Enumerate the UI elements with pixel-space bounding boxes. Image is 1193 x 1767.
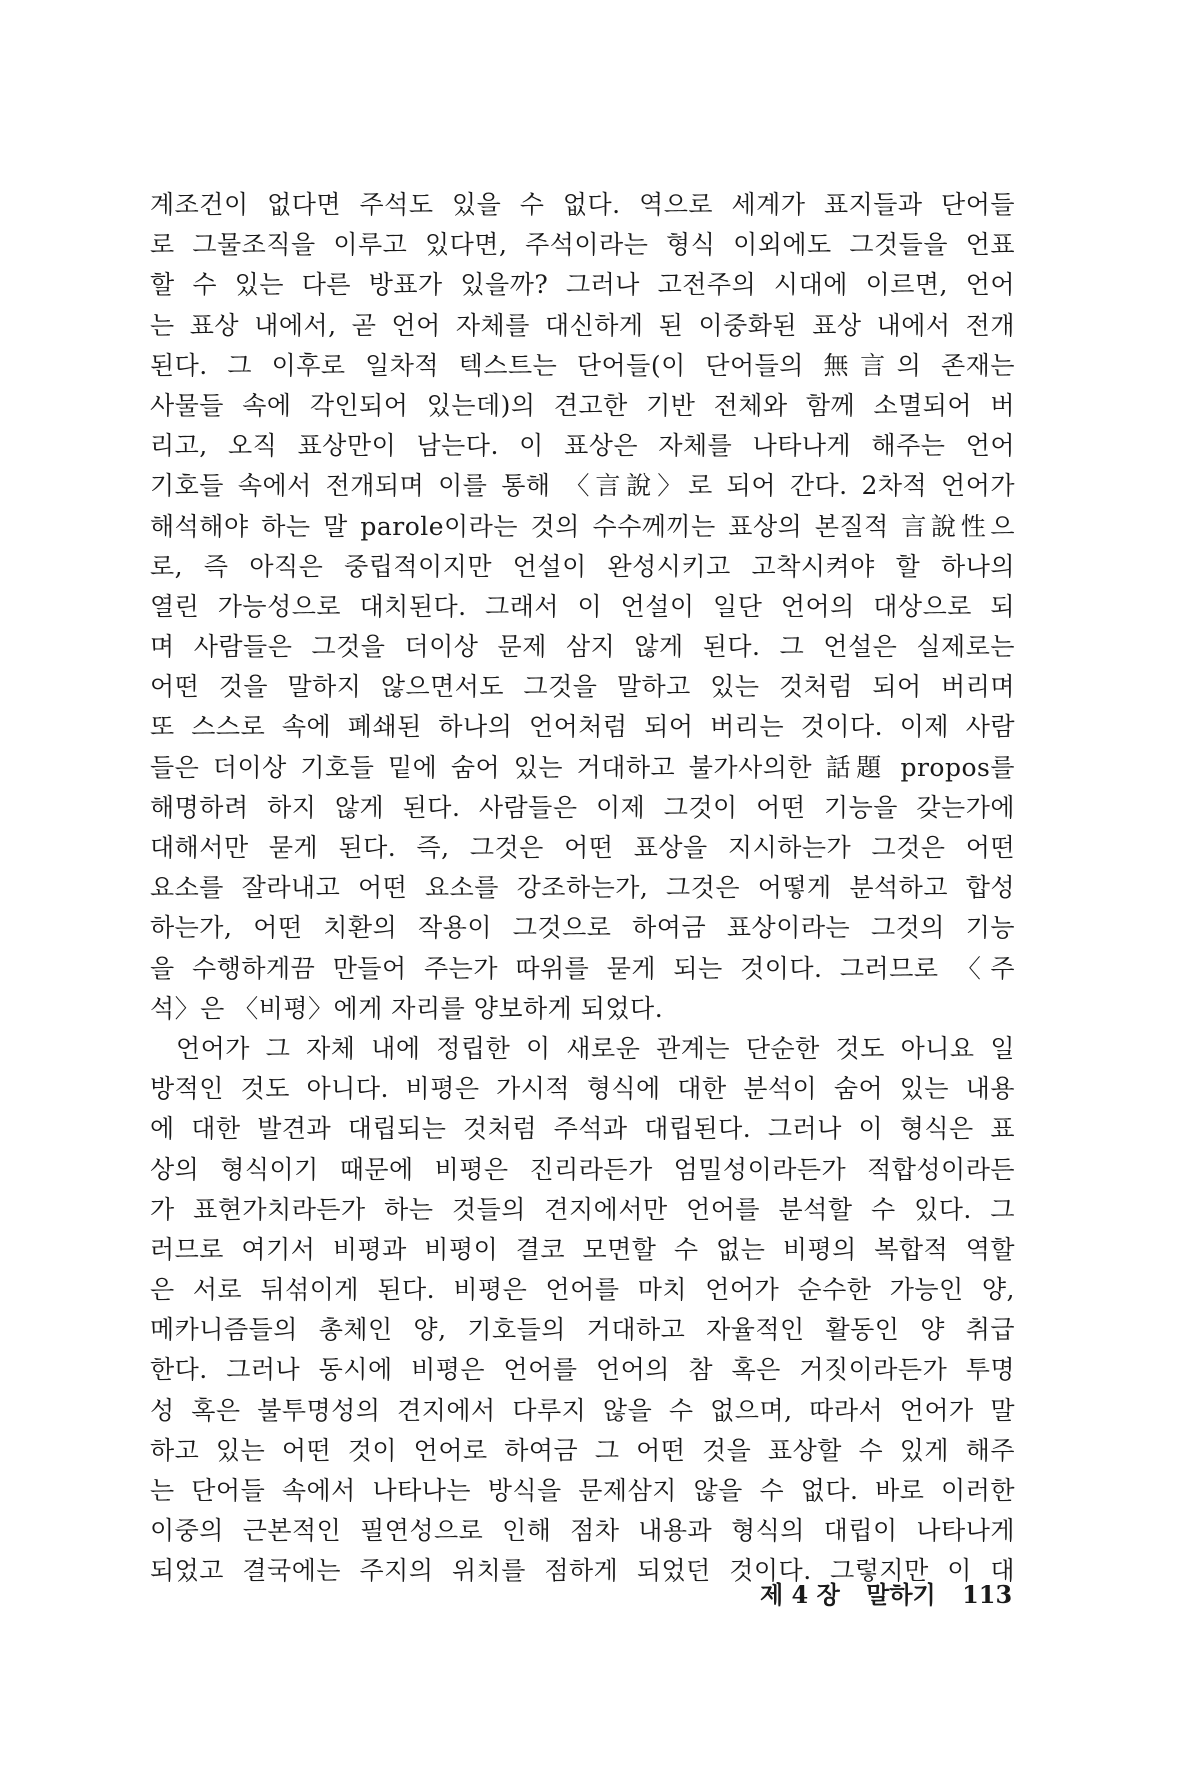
text-line: 된다. 그 이후로 일차적 텍스트는 단어들(이 단어들의 無言의 존재는 xyxy=(150,350,1015,380)
text-line: 사물들 속에 각인되어 있는데)의 견고한 기반 전체와 함께 소멸되어 버 xyxy=(150,390,1015,420)
text-line: 이중의 근본적인 필연성으로 인해 점차 내용과 형식의 대립이 나타나게 xyxy=(150,1516,1015,1546)
text-line: 할 수 있는 다른 방표가 있을까? 그러나 고전주의 시대에 이르면, 언어 xyxy=(150,270,1015,300)
text-line: 석〉은 〈비평〉에게 자리를 양보하게 되었다. xyxy=(150,993,664,1023)
text-line: 하는가, 어떤 치환의 작용이 그것으로 하여금 표상이라는 그것의 기능 xyxy=(150,913,1015,943)
text-line: 성 혹은 불투명성의 견지에서 다루지 않을 수 없으며, 따라서 언어가 말 xyxy=(150,1395,1015,1425)
text-line: 로 그물조직을 이루고 있다면, 주석이라는 형식 이외에도 그것들을 언표 xyxy=(150,230,1015,260)
text-line: 기호들 속에서 전개되며 이를 통해 〈言說〉로 되어 간다. 2차적 언어가 xyxy=(150,471,1015,501)
text-line: 어떤 것을 말하지 않으면서도 그것을 말하고 있는 것처럼 되어 버리며 xyxy=(150,672,1015,702)
text-line: 한다. 그러나 동시에 비평은 언어를 언어의 참 혹은 거짓이라든가 투명 xyxy=(150,1355,1015,1385)
text-line: 계조건이 없다면 주석도 있을 수 없다. 역으로 세계가 표지들과 단어들 xyxy=(150,190,1015,219)
text-line: 가 표현가치라든가 하는 것들의 견지에서만 언어를 분석할 수 있다. 그 xyxy=(150,1194,1015,1224)
paragraph xyxy=(150,1029,1015,1592)
page-body xyxy=(150,185,1015,1592)
text-line: 러므로 여기서 비평과 비평이 결코 모면할 수 없는 비평의 복합적 역할 xyxy=(150,1234,1015,1264)
text-line: 메카니즘들의 총체인 양, 기호들의 거대하고 자율적인 활동인 양 취급 xyxy=(150,1315,1015,1345)
paragraph xyxy=(150,185,1015,1029)
text-line: 리고, 오직 표상만이 남는다. 이 표상은 자체를 나타나게 해주는 언어 xyxy=(150,431,1015,461)
text-line: 며 사람들은 그것을 더이상 문제 삼지 않게 된다. 그 언설은 실제로는 xyxy=(150,632,1015,662)
text-line: 을 수행하게끔 만들어 주는가 따위를 묻게 되는 것이다. 그러므로 〈주 xyxy=(150,953,1015,983)
text-line: 하고 있는 어떤 것이 언어로 하여금 그 어떤 것을 표상할 수 있게 해주 xyxy=(150,1435,1015,1465)
text-line: 열린 가능성으로 대치된다. 그래서 이 언설이 일단 언어의 대상으로 되 xyxy=(150,591,1015,621)
footer-chapter: 제 4 장 xyxy=(760,1580,840,1609)
text-line: 들은 더이상 기호들 밑에 숨어 있는 거대하고 불가사의한 話題 propos를 xyxy=(150,752,1015,782)
page-number: 113 xyxy=(962,1580,1013,1609)
text-line: 는 표상 내에서, 곧 언어 자체를 대신하게 된 이중화된 표상 내에서 전개 xyxy=(150,310,1015,340)
text-line: 되었고 결국에는 주지의 위치를 점하게 되었던 것이다. 그렇지만 이 대 xyxy=(150,1556,1015,1586)
text-line: 는 단어들 속에서 나타나는 방식을 문제삼지 않을 수 없다. 바로 이러한 xyxy=(150,1476,1015,1505)
text-line: 대해서만 묻게 된다. 즉, 그것은 어떤 표상을 지시하는가 그것은 어떤 xyxy=(150,833,1015,862)
text-line: 해명하려 하지 않게 된다. 사람들은 이제 그것이 어떤 기능을 갖는가에 xyxy=(150,792,1015,822)
text-line: 요소를 잘라내고 어떤 요소를 강조하는가, 그것은 어떻게 분석하고 합성 xyxy=(150,873,1015,903)
text-line: 에 대한 발견과 대립되는 것처럼 주석과 대립된다. 그러나 이 형식은 표 xyxy=(150,1114,1015,1144)
text-line: 해석해야 하는 말 parole이라는 것의 수수께끼는 표상의 본질적 言說性으 xyxy=(150,511,1015,541)
text-line: 상의 형식이기 때문에 비평은 진리라든가 엄밀성이라든가 적합성이라든 xyxy=(150,1154,1015,1184)
page-footer xyxy=(760,1575,1020,1610)
text-line: 은 서로 뒤섞이게 된다. 비평은 언어를 마치 언어가 순수한 가능인 양, xyxy=(150,1275,1015,1305)
footer-title: 말하기 xyxy=(866,1580,936,1609)
text-line: 방적인 것도 아니다. 비평은 가시적 형식에 대한 분석이 숨어 있는 내용 xyxy=(150,1074,1015,1104)
text-line: 로, 즉 아직은 중립적이지만 언설이 완성시키고 고착시켜야 할 하나의 xyxy=(150,551,1015,581)
text-line: 또 스스로 속에 폐쇄된 하나의 언어처럼 되어 버리는 것이다. 이제 사람 xyxy=(150,712,1015,742)
text-line: 언어가 그 자체 내에 정립한 이 새로운 관계는 단순한 것도 아니요 일 xyxy=(176,1033,1015,1063)
